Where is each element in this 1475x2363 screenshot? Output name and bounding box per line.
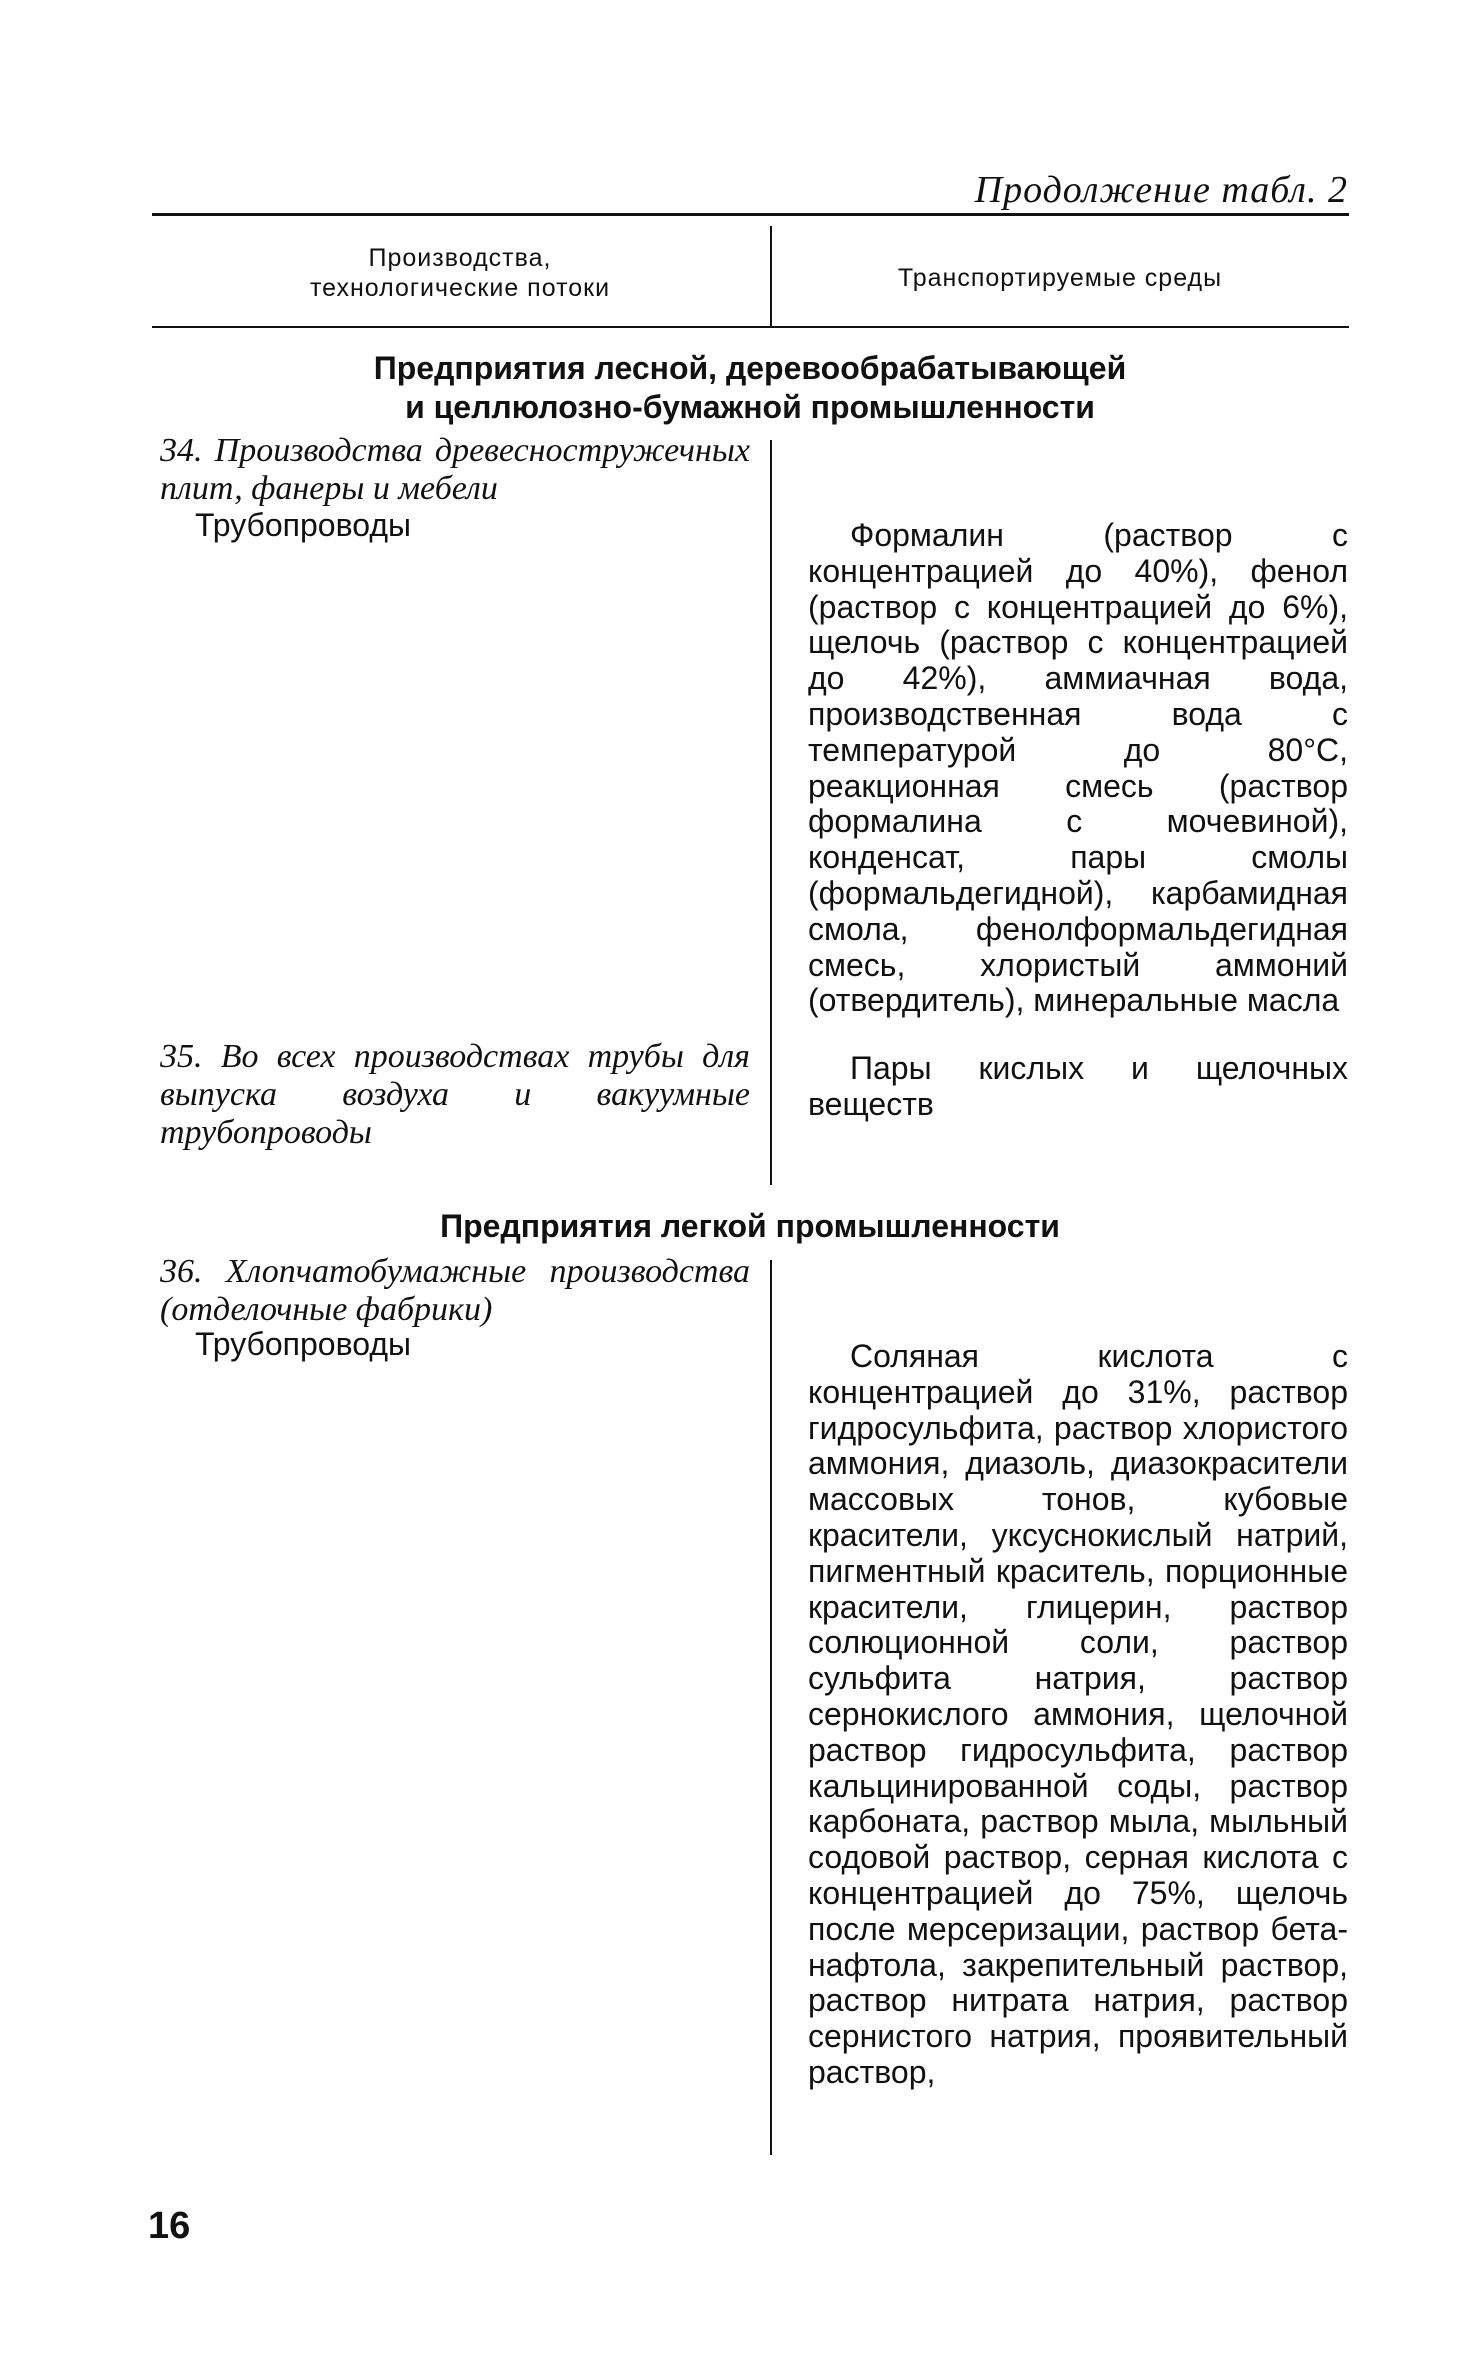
table-top-rule (152, 213, 1349, 216)
item-title: 35. Во всех производствах трубы для выпуска воздуха и вакуумные трубопроводы (160, 1038, 750, 1151)
table-continuation-label: Продолжение табл. 2 (974, 169, 1348, 211)
column-header-right: Транспортируемые среды (897, 264, 1223, 292)
header-column-divider (770, 226, 772, 326)
section-title: Предприятия лесной, деревообрабатывающей и целлюлозно-бумажной промышленности (373, 350, 1127, 425)
page-number: 16 (148, 2205, 191, 2247)
item-title: 34. Производства древесностружечных плит, фанеры и мебели (160, 432, 750, 507)
item-sublabel: Трубопроводы (195, 1326, 411, 1362)
header-bottom-rule (152, 326, 1349, 328)
item-title: 36. Хлопчатобумажные производства (отделочные фабрики) (160, 1253, 750, 1328)
column-divider (770, 440, 772, 1185)
column-divider (770, 1260, 772, 2155)
transported-media: Формалин (раствор с концентрацией до 40%), фенол (раствор с концентрацией до 6%), щелочь (раствор с концентрацией до 42%), аммиачная вода, производственная вода с температурой до 80°С, реакционная смесь (раствор формалина с мочевиной), конденсат, пары смолы (формальдегидной), карбамидная смола, фенолформальдегидная смесь, хлористый аммоний (отвердитель), минеральные масла (808, 517, 1348, 1019)
section-title: Предприятия легкой промышленности (440, 1208, 1060, 1244)
transported-media: Соляная кислота с концентрацией до 31%, раствор гидросульфита, раствор хлористого аммония, диазоль, диазокрасители массовых тонов, кубовые красители, уксуснокислый натрий, пигментный краситель, порционные красители, глицерин, раствор солюционной соли, раствор сульфита натрия, раствор сернокислого аммония, щелочной раствор гидросульфита, раствор кальцинированной соды, раствор карбоната, раствор мыла, мыльный содовой раствор, серная кислота с концентрацией до 75%, щелочь после мерсеризации, раствор бета-нафтола, закрепительный раствор, раствор нитрата натрия, раствор сернистого натрия, проявительный раствор, (808, 1338, 1348, 2090)
column-header-left: Производства, технологические потоки (309, 244, 611, 302)
item-sublabel: Трубопроводы (195, 507, 411, 543)
transported-media: Пары кислых и щелочных веществ (808, 1050, 1348, 1122)
